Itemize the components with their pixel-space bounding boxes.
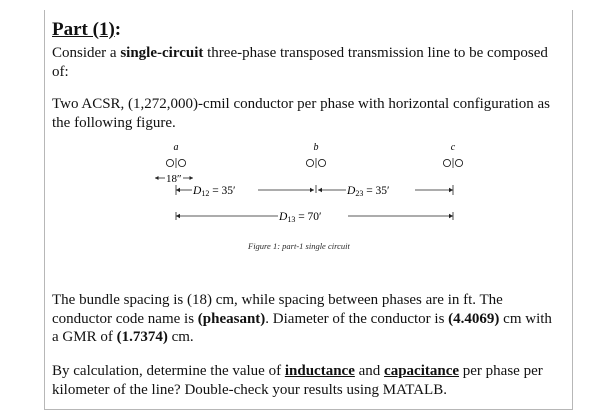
bundle-paragraph: The bundle spacing is (18) cm, while spacing between phases are in ft. The conductor code name is (pheasant). Diameter of the conductor is (4.4069) cm with a GMR of (1.7374) cm. xyxy=(52,292,552,346)
conductor-code: (pheasant) xyxy=(197,310,266,327)
part-heading-colon: : xyxy=(114,19,122,40)
figure-caption: Figure 1: part-1 single circuit xyxy=(248,241,350,251)
conductor-gmr: (1.7374) xyxy=(116,329,168,346)
phase-b-label: b xyxy=(313,142,319,153)
capacitance-term: capacitance xyxy=(384,363,460,379)
d13-arrow-right xyxy=(449,214,453,218)
bundle-arrow-right xyxy=(190,176,194,180)
bundle-arrow-left xyxy=(155,176,159,180)
phase-c-label: c xyxy=(450,142,456,153)
bundle-spacing-label: 18″ xyxy=(166,173,182,185)
inductance-term: inductance xyxy=(284,363,355,379)
intro-text-1: Consider a xyxy=(52,45,121,61)
conductor-b2 xyxy=(318,159,325,166)
d12-label: D12 = 35′ xyxy=(193,185,236,198)
conductor-a1 xyxy=(166,159,173,166)
conductor-b1 xyxy=(306,159,313,166)
conductor-diameter: (4.4069) xyxy=(448,310,500,327)
d12-arrow-right xyxy=(310,188,314,192)
conductor-c1 xyxy=(443,159,450,166)
part-heading-text: Part (1) xyxy=(52,19,115,40)
circuit-type: single-circuit xyxy=(120,45,204,61)
conductor-paragraph: Two ACSR, (1,272,000)-cmil conductor per phase with horizontal configuration as the following figure. xyxy=(52,96,551,131)
d13-label: D13 = 70′ xyxy=(279,211,322,224)
d13-arrow-left xyxy=(176,214,180,218)
conductor-a2 xyxy=(178,159,185,166)
d23-arrow-right xyxy=(449,188,453,192)
intro-text-2: three-phase transposed transmission line to be composed of: xyxy=(52,45,548,80)
phase-a-label: a xyxy=(173,142,179,153)
d23-label: D23 = 35′ xyxy=(347,185,390,198)
conductor-c2 xyxy=(455,159,462,166)
d23-arrow-left xyxy=(318,188,322,192)
d12-arrow-left xyxy=(176,188,180,192)
task-paragraph: By calculation, determine the value of inductance and capacitance per phase per kilometer of the line? Double-check your results using MATALB. xyxy=(52,363,543,398)
